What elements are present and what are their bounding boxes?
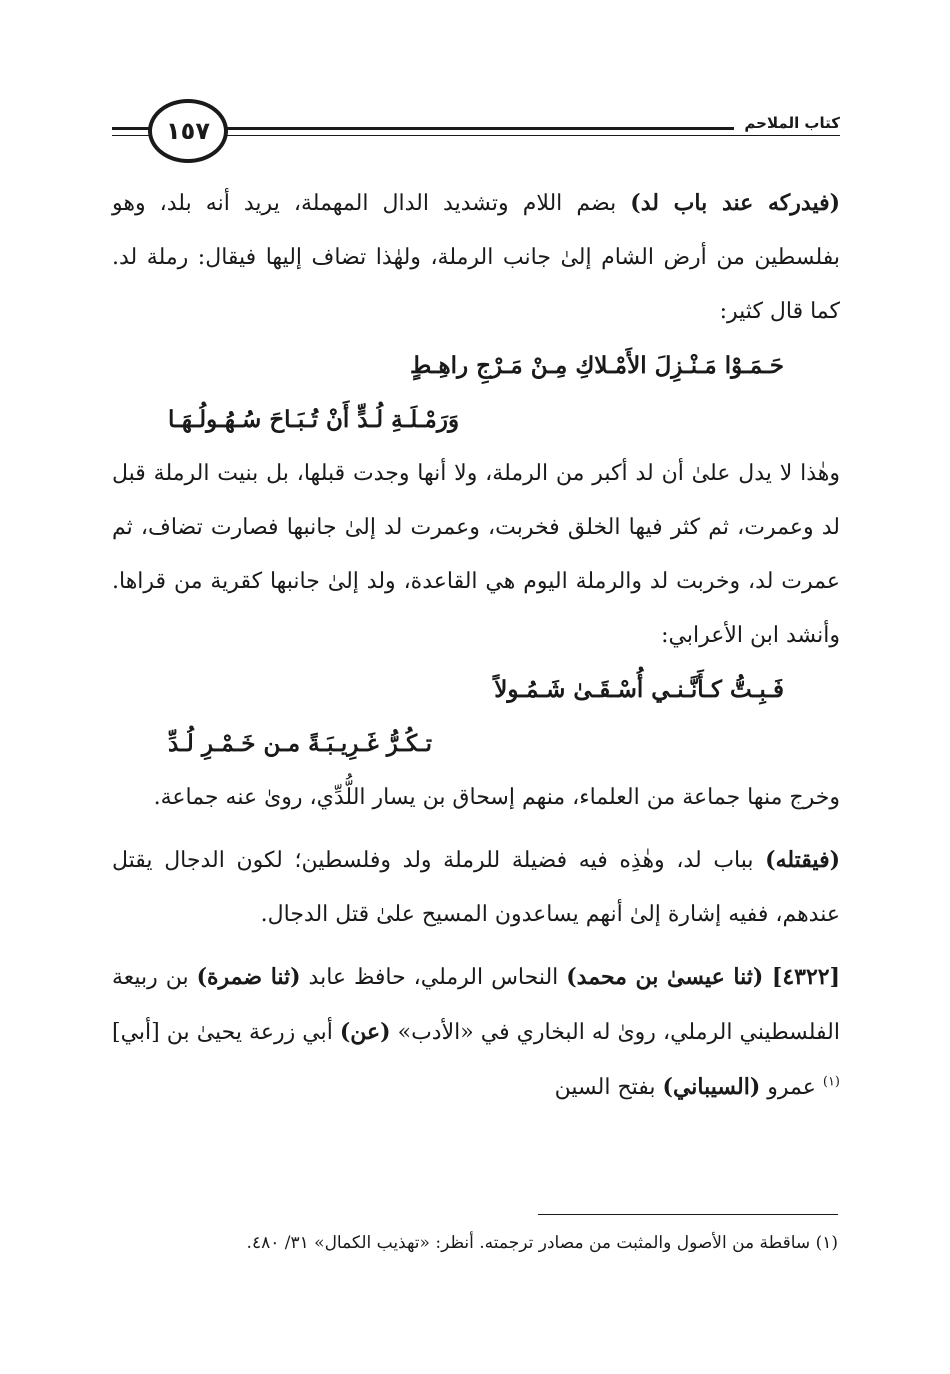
paragraph-text: بضم اللام وتشديد الدال المهملة، يريد أنه بلد، وهو بفلسطين من أرض الشام إلىٰ جانب الرملة، ولهٰذا تضاف إليها فيقال: رملة لد. كما قال كثير: — [112, 191, 840, 324]
paragraph-4 — [112, 833, 840, 942]
poem-verse-2: وَرَمْـلَـةِ لُـدٍّ أَنْ تُـبَـاحَ سُـهُـولُـهَـا — [168, 406, 460, 433]
hadith-number: [٤٣٢٢] — [771, 964, 841, 990]
paragraph-3: وخرج منها جماعة من العلماء، منهم إسحاق بن يسار اللُّدِّي، روىٰ عنه جماعة. — [153, 785, 840, 810]
book-title: كتاب الملاحم — [734, 113, 840, 133]
page-number: ١٥٧ — [148, 99, 228, 163]
footnote-separator — [538, 1214, 838, 1215]
paragraph-text: النحاس الرملي، حافظ عابد — [300, 965, 567, 990]
quoted-phrase: (فيدركه عند باب لد) — [630, 190, 841, 216]
main-text — [112, 176, 840, 1115]
footnote-number: (١) — [815, 1233, 838, 1253]
quoted-phrase: (عن) — [339, 1019, 391, 1045]
paragraph-text: بفتح السين — [554, 1075, 663, 1100]
quoted-phrase: (السيباني) — [662, 1074, 761, 1100]
poem-verse-1: حَـمَـوْا مَـنْـزِلَ الأَمْـلاكِ مِـنْ مَـرْجِ راهِـطٍ — [409, 352, 784, 379]
quoted-phrase: (ثنا ضمرة) — [196, 964, 301, 990]
footnote-text: ساقطة من الأصول والمثبت من مصادر ترجمته. أنظر: «تهذيب الكمال» ٣١/ ٤٨٠. — [246, 1233, 811, 1253]
paragraph-5 — [112, 950, 840, 1115]
poem-verse-3: فَـبِـتُّ كـأَنَّـنـي أُسْـقَـىٰ شَـمُـولاً — [494, 676, 784, 703]
quoted-phrase: (فيقتله) — [765, 847, 840, 873]
running-header — [112, 95, 840, 175]
paragraph-text: عمرو — [760, 1075, 823, 1100]
paragraph-1 — [112, 176, 840, 339]
paragraph-2: وهٰذا لا يدل علىٰ أن لد أكبر من الرملة، ولا أنها وجدت قبلها، بل بنيت الرملة قبل لد وعمرت، ثم كثر فيها الخلق فخربت، وعمرت لد إلىٰ جانبها فصارت تضاف، ثم عمرت لد، وخربت لد والرملة اليوم هي القاعدة، ولد إلىٰ جانبها كقرية من قراها. وأنشد ابن الأعرابي: — [112, 461, 840, 648]
paragraph-text: بباب لد، وهٰذِه فيه فضيلة للرملة ولد وفلسطين؛ لكون الدجال يقتل عندهم، ففيه إشارة إلىٰ أنهم يساعدون المسيح علىٰ قتل الدجال. — [112, 848, 840, 927]
footnote-reference: (١) — [822, 1074, 840, 1090]
quoted-phrase: (ثنا عيسىٰ بن محمد) — [566, 964, 772, 990]
footnote — [110, 1226, 838, 1260]
paragraph-text: أبي زرعة يحيىٰ بن [أبي] — [112, 1020, 340, 1045]
paragraph-text: بن ربيعة الفلسطيني الرملي، روىٰ له البخاري في «الأدب» — [112, 965, 840, 1045]
poem-verse-4: تـكُـرُّ غَـرِيـبَـةً مـن خَـمْـرِ لُـدِّ — [168, 730, 432, 757]
